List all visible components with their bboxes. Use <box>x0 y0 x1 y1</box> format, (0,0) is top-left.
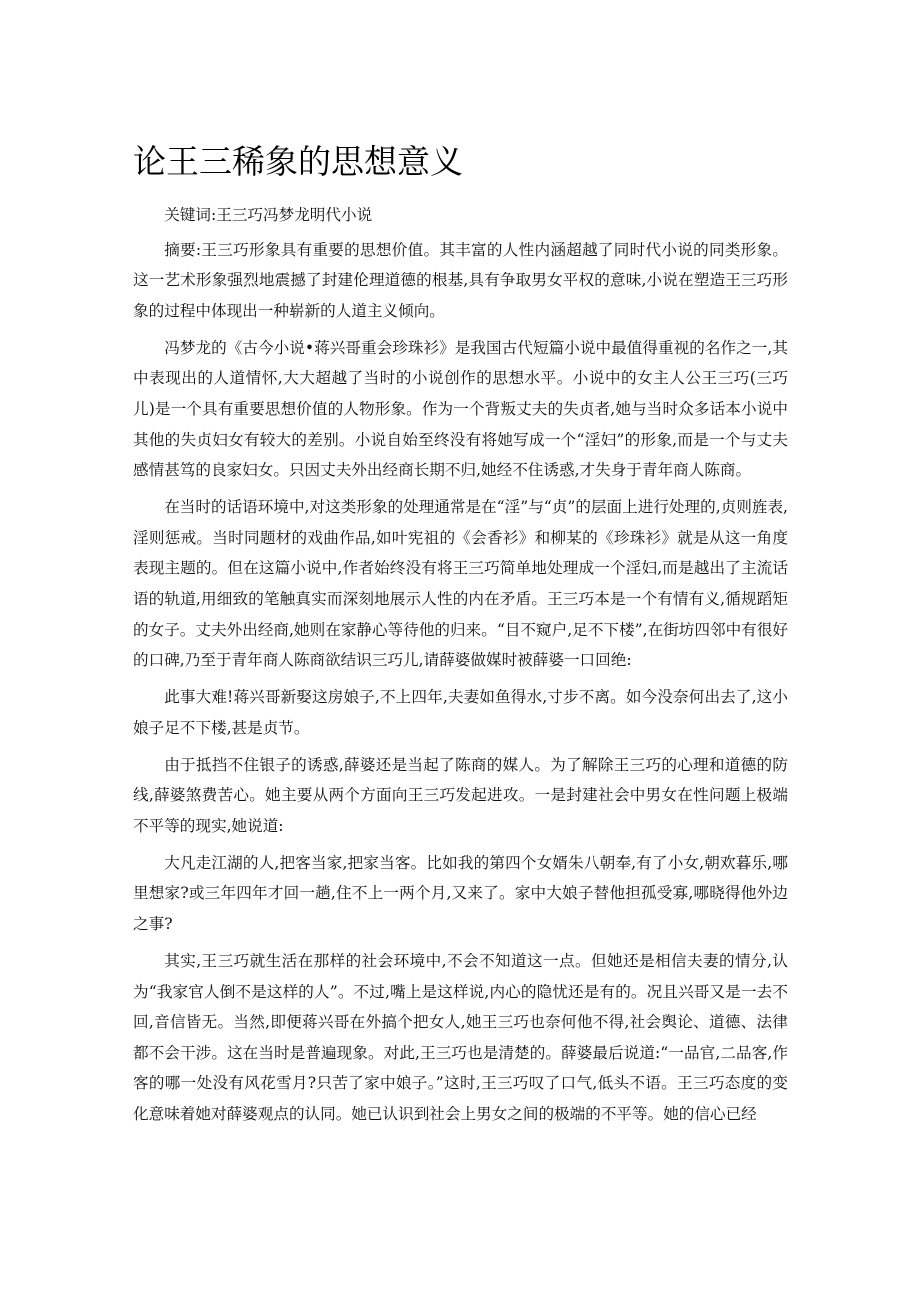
quotation-paragraph: 此事大难!蒋兴哥新娶这房娘子,不上四年,夫妻如鱼得水,寸步不离。如今没奈何出去了,这小娘子足不下楼,甚是贞节。 <box>133 688 788 737</box>
quotation-paragraph: 大凡走江湖的人,把客当家,把家当客。比如我的第四个女婿朱八朝奉,有了小女,朝欢暮乐,哪里想家?或三年四年才回一趟,住不上一两个月,又来了。家中大娘子替他担孤受寡,哪晓得他外边之事? <box>133 853 788 934</box>
keywords-line: 关键词:王三巧冯梦龙明代小说 <box>164 206 373 224</box>
body-paragraph: 冯梦龙的《古今小说•蒋兴哥重会珍珠衫》是我国古代短篇小说中最值得重视的名作之一,其中表现出的人道情怀,大大超越了当时的小说创作的思想水平。小说中的女主人公王三巧(三巧儿)是一个具有重要思想价值的人物形象。作为一个背叛丈夫的失贞者,她与当时众多话本小说中其他的失贞妇女有较大的差别。小说自始至终没有将她写成一个“淫妇”的形象,而是一个与丈夫感情甚笃的良家妇女。只因丈夫外出经商长期不归,她经不住诱惑,才失身于青年商人陈商。 <box>133 338 788 480</box>
abstract-paragraph: 摘要:王三巧形象具有重要的思想价值。其丰富的人性内涵超越了同时代小说的同类形象。这一艺术形象强烈地震撼了封建伦理道德的根基,具有争取男女平权的意味,小说在塑造王三巧形象的过程中体现出一种崭新的人道主义倾向。 <box>133 240 788 320</box>
body-paragraph: 由于抵挡不住银子的诱惑,薛婆还是当起了陈商的媒人。为了解除王三巧的心理和道德的防线,薛婆煞费苦心。她主要从两个方面向王三巧发起进攻。一是封建社会中男女在性问题上极端不平等的现实,她说道: <box>133 755 788 835</box>
body-paragraph: 在当时的话语环境中,对这类形象的处理通常是在“淫”与“贞”的层面上进行处理的,贞则旌表,淫则惩戒。当时同题材的戏曲作品,如叶宪祖的《会香衫》和柳某的《珍珠衫》就是从这一角度表现主题的。但在这篇小说中,作者始终没有将王三巧简单地处理成一个淫妇,而是越出了主流话语的轨道,用细致的笔触真实而深刻地展示人性的内在矛盾。王三巧本是一个有情有义,循规蹈矩的女子。丈夫外出经商,她则在家静心等待他的归来。“目不窥户,足不下楼”,在街坊四邻中有很好的口碑,乃至于青年商人陈商欲结识三巧儿,请薛婆做媒时被薛婆一口回绝: <box>133 498 788 670</box>
document-title: 论王三稀象的思想意义 <box>133 142 463 181</box>
document-body <box>133 200 788 1136</box>
body-paragraph: 其实,王三巧就生活在那样的社会环境中,不会不知道这一点。但她还是相信夫妻的情分,认为“我家官人倒不是这样的人”。不过,嘴上是这样说,内心的隐忧还是有的。况且兴哥又是一去不回,音信皆无。当然,即便蒋兴哥在外搞个把女人,她王三巧也奈何他不得,社会舆论、道德、法律都不会干涉。这在当时是普遍现象。对此,王三巧也是清楚的。薛婆最后说道:“一品官,二品客,作客的哪一处没有风花雪月?只苦了家中娘子。”这时,王三巧叹了口气,低头不语。王三巧态度的变化意味着她对薛婆观点的认同。她已认识到社会上男女之间的极端的不平等。她的信心已经 <box>133 952 788 1123</box>
